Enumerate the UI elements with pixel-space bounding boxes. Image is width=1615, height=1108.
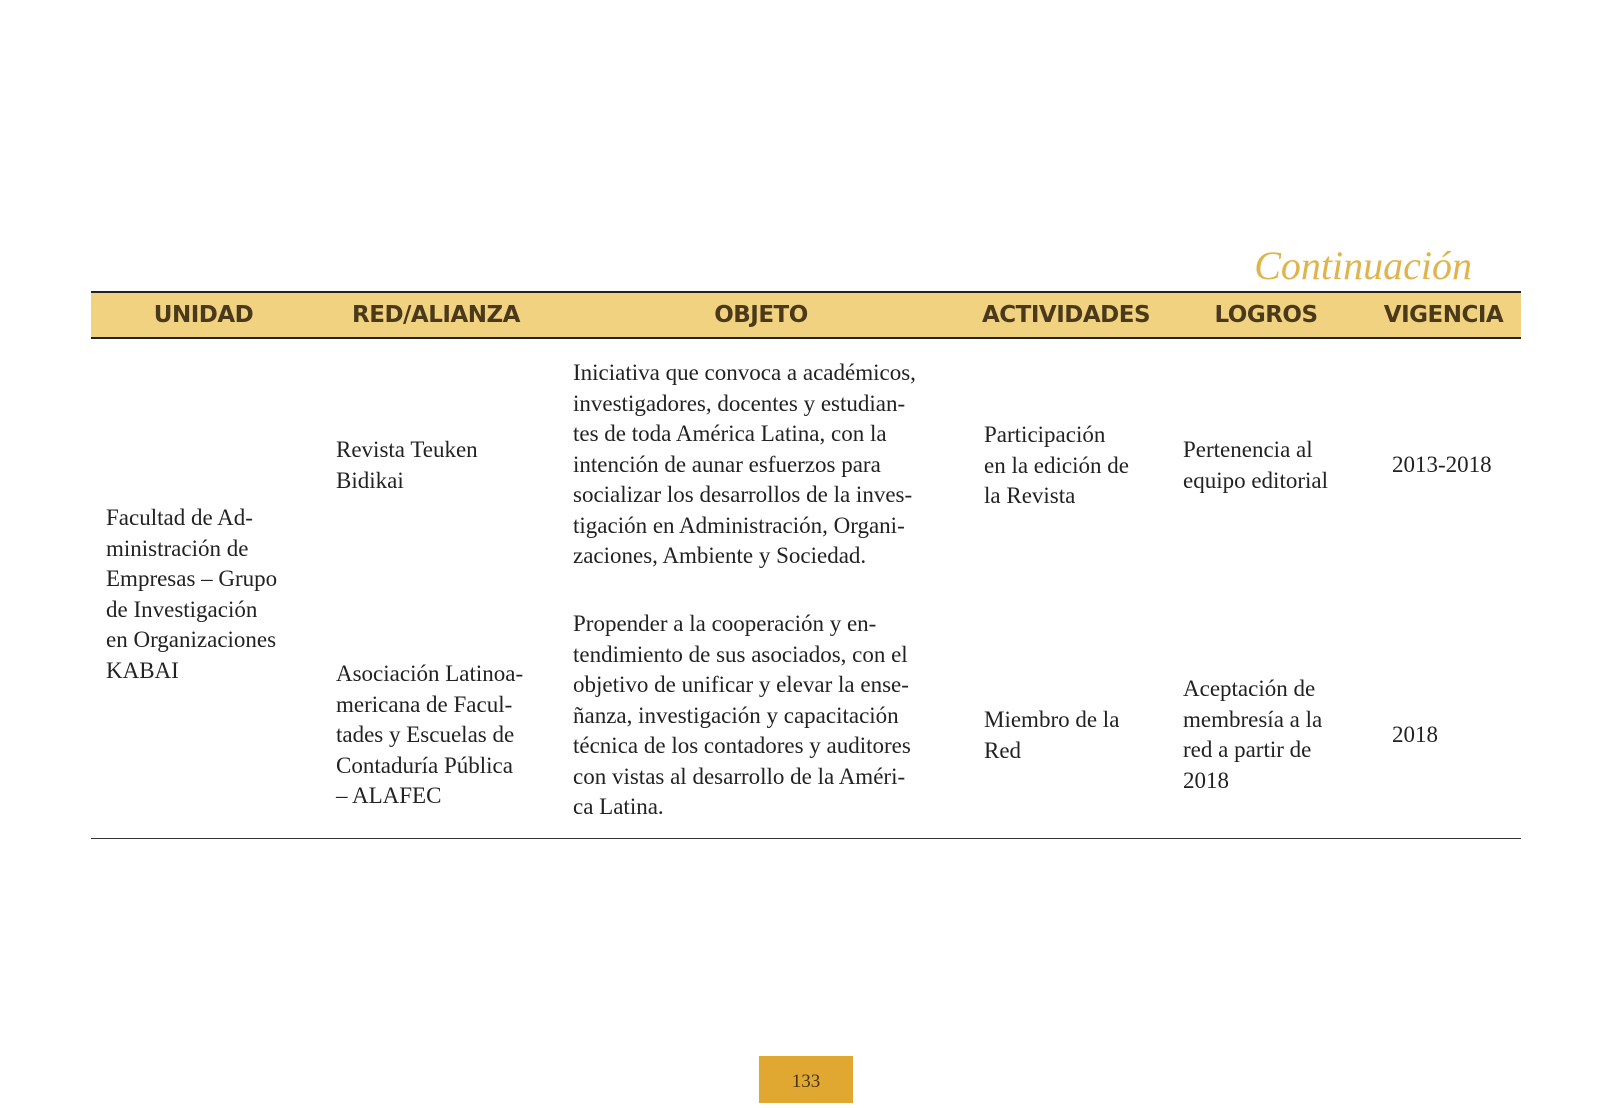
header-vigencia: VIGENCIA: [1383, 302, 1504, 328]
continuation-label: Continuación: [1254, 243, 1472, 288]
cell-vigencia-row1: 2013-2018: [1392, 452, 1492, 477]
cell-actividades-row1: Participación en la edición de la Revista: [984, 422, 1129, 508]
cell-objeto-row2: Propender a la cooperación y en- tendimiento de sus asociados, con el objetivo de unificar y elevar la ense- ñanza, investigación y capacitación técnica de los contadores y auditores con vistas al desarrollo de la Améri- ca Latina.: [573, 611, 911, 819]
table-body: [91, 339, 1521, 839]
header-logros: LOGROS: [1214, 302, 1318, 328]
cell-unidad: Facultad de Ad- ministración de Empresas – Grupo de Investigación en Organizaciones KABAI: [106, 505, 278, 683]
header-unidad: UNIDAD: [153, 302, 254, 328]
cell-red-row2: Asociación Latinoa- mericana de Facul- tades y Escuelas de Contaduría Pública – ALAFEC: [336, 661, 524, 808]
cell-vigencia-row2: 2018: [1392, 722, 1438, 747]
cell-logros-row2: Aceptación de membresía a la red a partir de 2018: [1183, 676, 1323, 793]
cell-logros-row1: Pertenencia al equipo editorial: [1183, 437, 1328, 493]
header-objeto: OBJETO: [714, 302, 808, 328]
header-red-alianza: RED/ALIANZA: [352, 302, 520, 328]
cell-red-row1: Revista Teuken Bidikai: [336, 437, 478, 493]
alliances-table: [91, 291, 1521, 839]
cell-actividades-row2: Miembro de la Red: [984, 707, 1120, 763]
header-actividades: ACTIVIDADES: [981, 302, 1151, 328]
cell-objeto-row1: Iniciativa que convoca a académicos, investigadores, docentes y estudian- tes de toda América Latina, con la intención de aunar esfuerzos para socializar los desarrollos de la inves- tigación en Administración, Organi- zaciones, Ambiente y Sociedad.: [573, 360, 916, 568]
table-header: [91, 291, 1521, 339]
page-number: 133: [759, 1056, 853, 1103]
